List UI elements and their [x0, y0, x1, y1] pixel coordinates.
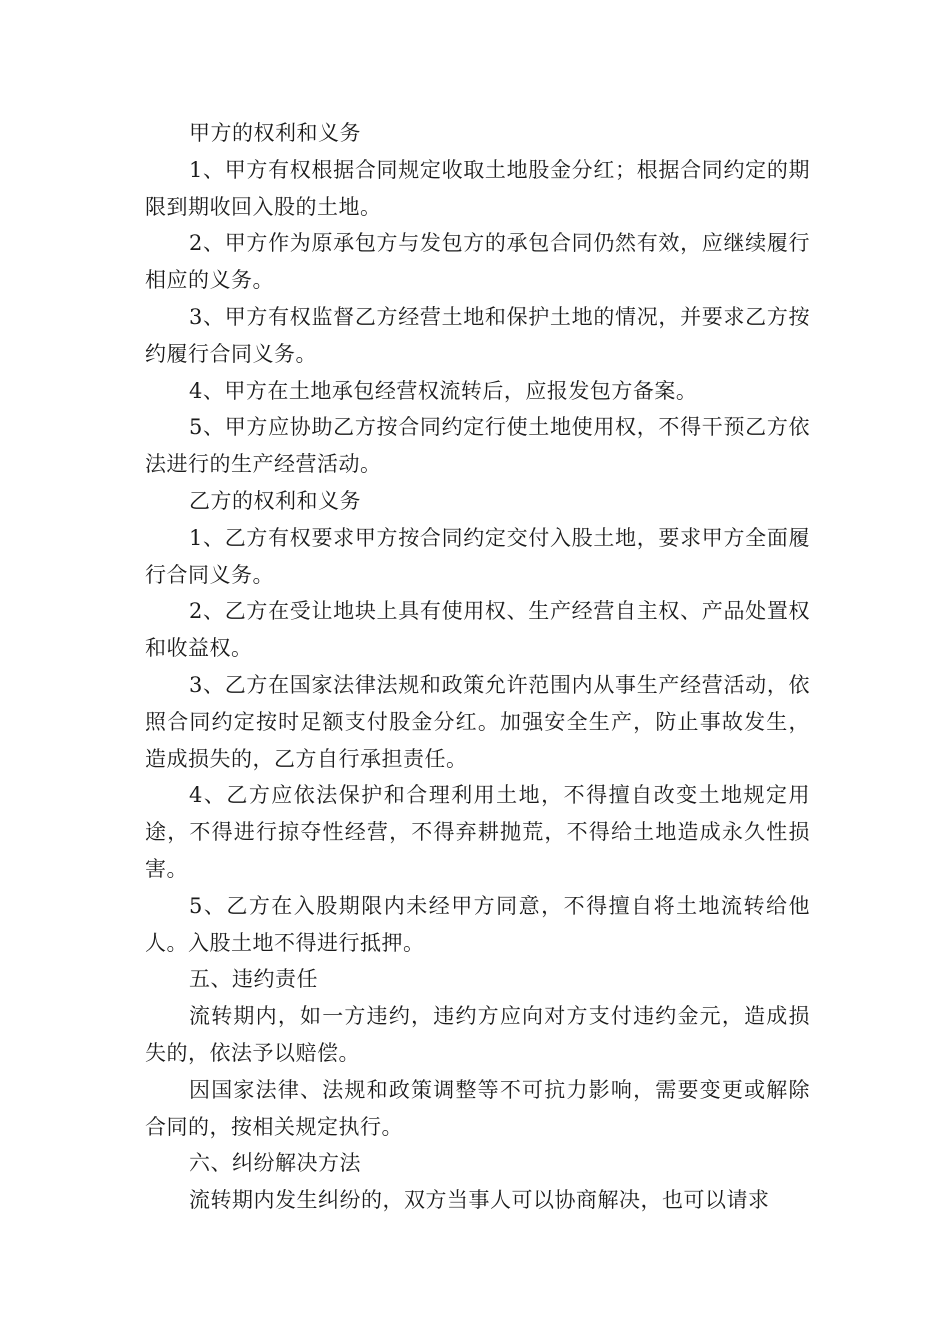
paragraph-party-a-4: 4、甲方在土地承包经营权流转后，应报发包方备案。 — [189, 378, 698, 403]
paragraph-party-b-5: 5、乙方在入股期限内未经甲方同意，不得擅自将土地流转给他人。入股土地不得进行抵押。 — [145, 893, 810, 955]
paragraph-party-b-1: 1、乙方有权要求甲方按合同约定交付入股土地，要求甲方全面履行合同义务。 — [145, 525, 810, 587]
paragraph-breach-2: 因国家法律、法规和政策调整等不可抗力影响，需要变更或解除合同的，按相关规定执行。 — [145, 1077, 810, 1139]
section-heading-party-b: 乙方的权利和义务 — [189, 488, 361, 513]
paragraph-dispute-1: 流转期内发生纠纷的，双方当事人可以协商解决，也可以请求 — [189, 1188, 770, 1213]
paragraph-party-b-4: 4、乙方应依法保护和合理利用土地，不得擅自改变土地规定用途，不得进行掠夺性经营，不得弃耕抛荒，不得给土地造成永久性损害。 — [145, 783, 810, 881]
paragraph-party-a-1: 1、甲方有权根据合同规定收取土地股金分红；根据合同约定的期限到期收回入股的土地。 — [145, 157, 810, 219]
section-heading-dispute: 六、纠纷解决方法 — [189, 1151, 361, 1176]
paragraph-party-a-3: 3、甲方有权监督乙方经营土地和保护土地的情况，并要求乙方按约履行合同义务。 — [145, 304, 810, 366]
section-heading-party-a: 甲方的权利和义务 — [189, 121, 361, 145]
paragraph-party-a-5: 5、甲方应协助乙方按合同约定行使土地使用权，不得干预乙方依法进行的生产经营活动。 — [145, 415, 810, 477]
paragraph-party-b-3: 3、乙方在国家法律法规和政策允许范围内从事生产经营活动，依照合同约定按时足额支付股金分红。加强安全生产，防止事故发生，造成损失的，乙方自行承担责任。 — [145, 672, 810, 771]
paragraph-party-b-2: 2、乙方在受让地块上具有使用权、生产经营自主权、产品处置权和收益权。 — [145, 599, 810, 661]
section-heading-breach: 五、违约责任 — [189, 967, 318, 992]
document-body — [145, 115, 810, 1219]
paragraph-breach-1: 流转期内，如一方违约，违约方应向对方支付违约金元，造成损失的，依法予以赔偿。 — [145, 1004, 810, 1065]
paragraph-party-a-2: 2、甲方作为原承包方与发包方的承包合同仍然有效，应继续履行相应的义务。 — [145, 231, 810, 293]
